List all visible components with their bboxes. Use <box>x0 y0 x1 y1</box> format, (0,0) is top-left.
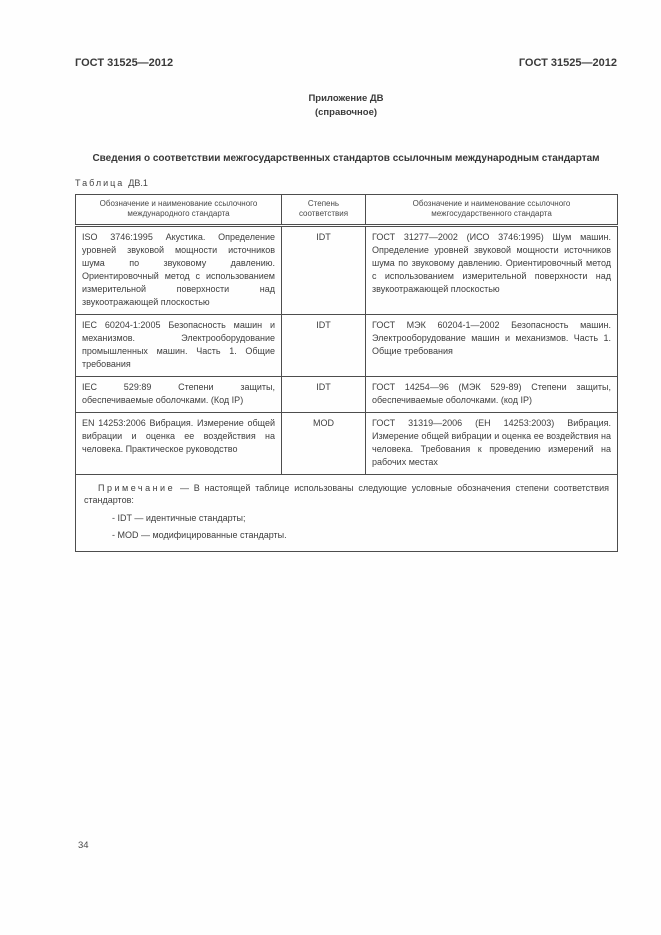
cell-international-standard: ISO 3746:1995 Акустика. Определение уровней звуковой мощности источников шума по звуковому давлению. Ориентировочный метод с использованием измерительной поверхности над звукоотражающей плоскостью <box>76 225 282 314</box>
appendix-block <box>75 92 617 120</box>
table-row <box>76 314 618 376</box>
column-header-interstate-standard: Обозначение и наименование ссылочного межгосударственного стандарта <box>366 194 618 225</box>
page-number: 34 <box>78 840 89 851</box>
table-note-row <box>76 474 618 551</box>
header-right: ГОСТ 31525—2012 <box>518 57 617 69</box>
cell-international-standard: EN 14253:2006 Вибрация. Измерение общей вибрации и оценка ее воздействия на человека. Практическое руководство <box>76 412 282 474</box>
section-title: Сведения о соответствии межгосударственных стандартов ссылочным международным стандартам <box>92 153 600 164</box>
note-item-idt: - IDT — идентичные стандарты; <box>112 512 246 523</box>
cell-interstate-standard: ГОСТ 31319—2006 (ЕН 14253:2003) Вибрация. Измерение общей вибрации и оценка ее воздействия на человека. Требования к проведению измерений на рабочих местах <box>366 412 618 474</box>
appendix-subtitle: (справочное) <box>314 107 378 118</box>
cell-international-standard: IEC 529:89 Степени защиты, обеспечиваемые оболочками. (Код IP) <box>76 376 282 412</box>
table-row <box>76 376 618 412</box>
cell-degree: MOD <box>282 412 366 474</box>
note-label: Примечание <box>98 482 176 493</box>
cell-degree: IDT <box>282 376 366 412</box>
note-item-mod: - MOD — модифицированные стандарты. <box>112 530 287 540</box>
table-label-word: Таблица <box>75 177 125 188</box>
page-content <box>75 0 617 552</box>
note-paragraph <box>84 482 609 507</box>
table-header-row <box>76 194 618 225</box>
correspondence-table <box>75 194 618 552</box>
table-row <box>76 412 618 474</box>
table-row <box>76 225 618 314</box>
cell-interstate-standard: ГОСТ 14254—96 (МЭК 529-89) Степени защиты, обеспечиваемые оболочками. (код IP) <box>366 376 618 412</box>
running-head <box>75 57 617 69</box>
cell-interstate-standard: ГОСТ 31277—2002 (ИСО 3746:1995) Шум машин. Определение уровней звуковой мощности источников шума по звуковому давлению. Ориентировочный метод с использованием измерительной поверхности над звукоотражающей плоскостью <box>366 225 618 314</box>
note-text: — В настоящей таблице использованы следующие условные обозначения степени соответствия стандартов: <box>84 482 609 505</box>
table-note <box>76 474 618 551</box>
cell-international-standard: IEC 60204-1:2005 Безопасность машин и механизмов. Электрооборудование промышленных машин. Часть 1. Общие требования <box>76 314 282 376</box>
cell-interstate-standard: ГОСТ МЭК 60204-1—2002 Безопасность машин. Электрооборудование машин и механизмов. Часть 1. Общие требования <box>366 314 618 376</box>
cell-degree: IDT <box>282 314 366 376</box>
column-header-degree: Степень соответствия <box>282 194 366 225</box>
appendix-title: Приложение ДВ <box>308 93 384 104</box>
table-label <box>75 178 617 188</box>
cell-degree: IDT <box>282 225 366 314</box>
column-header-international-standard: Обозначение и наименование ссылочного международного стандарта <box>76 194 282 225</box>
table-label-number: ДВ.1 <box>128 177 148 188</box>
header-left: ГОСТ 31525—2012 <box>75 57 174 69</box>
